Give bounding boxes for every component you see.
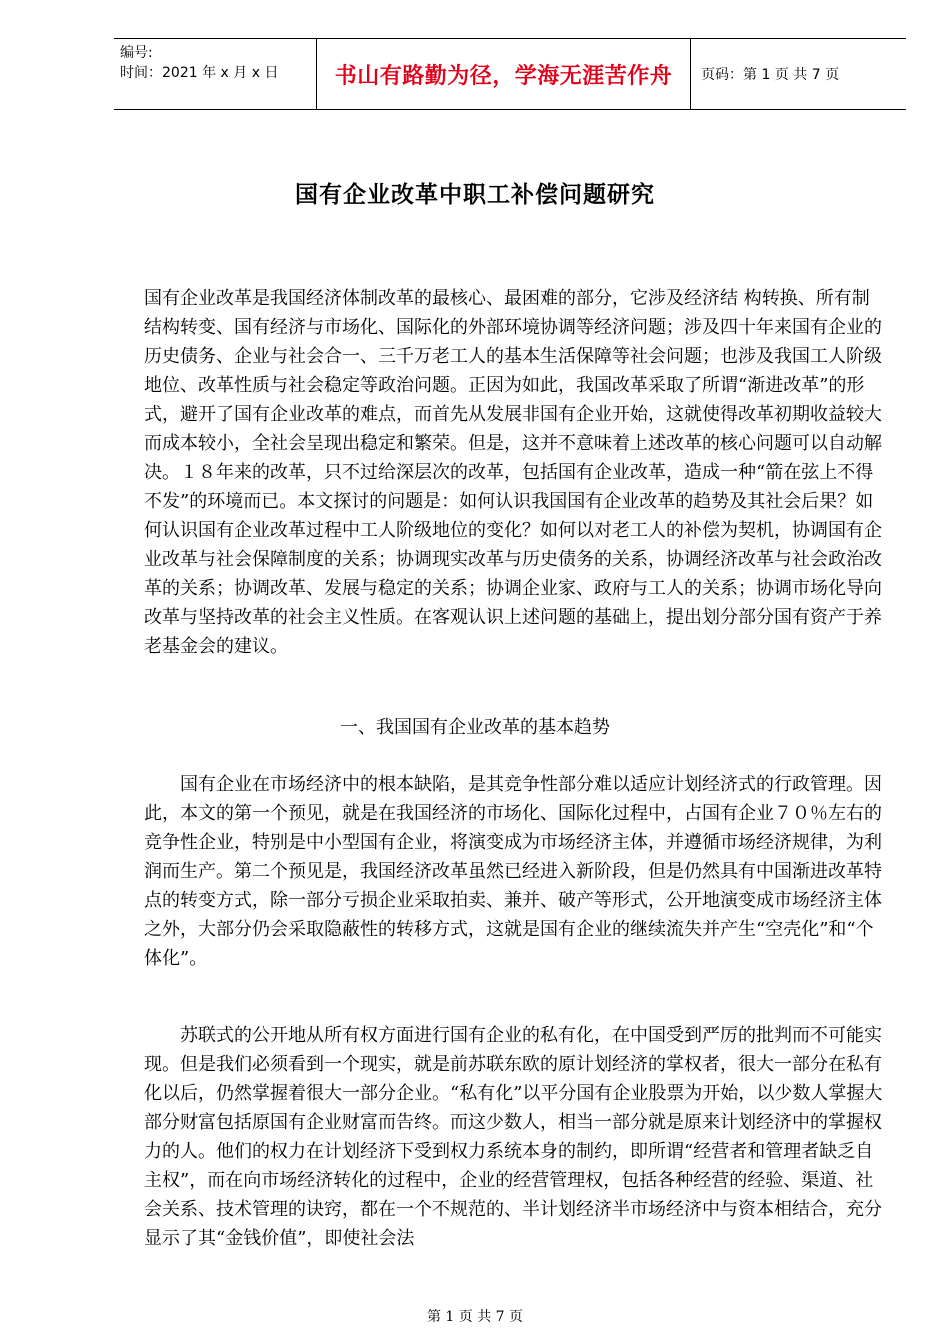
header-motto: 书山有路勤为径，学海无涯苦作舟 [316, 39, 691, 109]
page-footer: 第 1 页 共 7 页 [426, 1309, 524, 1325]
paragraph-body-2: 苏联式的公开地从所有权方面进行国有企业的私有化，在中国受到严厉的批判而不可能实现。但是我们必须看到一个现实，就是前苏联东欧的原计划经济的掌权者，很大一部分在私有化以后，仍然掌握着很大一部分企业。“私有化”以平分国有企业股票为开始，以少数人掌握大部分财富包括原国有企业财富而告终。而这少数人，相当一部分就是原来计划经济中的掌握权力的人。他们的权力在计划经济下受到权力系统本身的制约，即所谓“经营者和管理者缺乏自主权”，而在向市场经济转化的过程中，企业的经营管理权，包括各种经营的经验、渠道、社会关系、技术管理的诀窍，都在一个不规范的、半计划经济半市场经济中与资本相结合，充分显示了其“金钱价值”，即使社会法 [144, 1025, 883, 1249]
page-header [114, 38, 906, 110]
header-page-label: 页码：第 1 页 共 7 页 [701, 67, 840, 83]
paragraph-intro: 国有企业改革是我国经济体制改革的最核心、最困难的部分，它涉及经济结 构转换、所有制结构转变、国有经济与市场化、国际化的外部环境协调等经济问题；涉及四十年来国有企业的历史债务、企业与社会合一、三千万老工人的基本生活保障等社会问题；也涉及我国工人阶级地位、改革性质与社会稳定等政治问题。正因为如此，我国改革采取了所谓“渐进改革”的形式，避开了国有企业改革的难点，而首先从发展非国有企业开始，这就使得改革初期收益较大而成本较小，全社会呈现出稳定和繁荣。但是，这并不意味着上述改革的核心问题可以自动解决。１８年来的改革，只不过给深层次的改革，包括国有企业改革，造成一种“箭在弦上不得不发”的环境而已。本文探讨的问题是：如何认识我国国有企业改革的趋势及其社会后果？如何认识国有企业改革过程中工人阶级地位的变化？如何以对老工人的补偿为契机，协调国有企业改革与社会保障制度的关系；协调现实改革与历史债务的关系，协调经济改革与社会政治改革的关系；协调改革、发展与稳定的关系；协调企业家、政府与工人的关系；协调市场化导向改革与坚持改革的社会主义性质。在客观认识上述问题的基础上，提出划分部分国有资产于养老基金会的建议。 [144, 288, 882, 657]
section-heading: 一、我国国有企业改革的基本趋势 [340, 717, 610, 738]
header-meta [114, 39, 316, 109]
paragraph-body-1: 国有企业在市场经济中的根本缺陷，是其竞争性部分难以适应计划经济式的行政管理。因此，本文的第一个预见，就是在我国经济的市场化、国际化过程中，占国有企业７０％左右的竞争性企业，特别是中小型国有企业，将演变成为市场经济主体，并遵循市场经济规律，为利润而生产。第二个预见是，我国经济改革虽然已经进入新阶段，但是仍然具有中国渐进改革特点的转变方式，除一部分亏损企业采取拍卖、兼并、破产等形式，公开地演变成市场经济主体之外，大部分仍会采取隐蔽性的转移方式，这就是国有企业的继续流失并产生“空壳化”和“个体化”。 [144, 774, 882, 969]
header-number-label: 编号: [120, 45, 153, 61]
header-time-label: 时间：2021 年 x 月 x 日 [120, 65, 279, 81]
document-title: 国有企业改革中职工补偿问题研究 [295, 182, 655, 208]
